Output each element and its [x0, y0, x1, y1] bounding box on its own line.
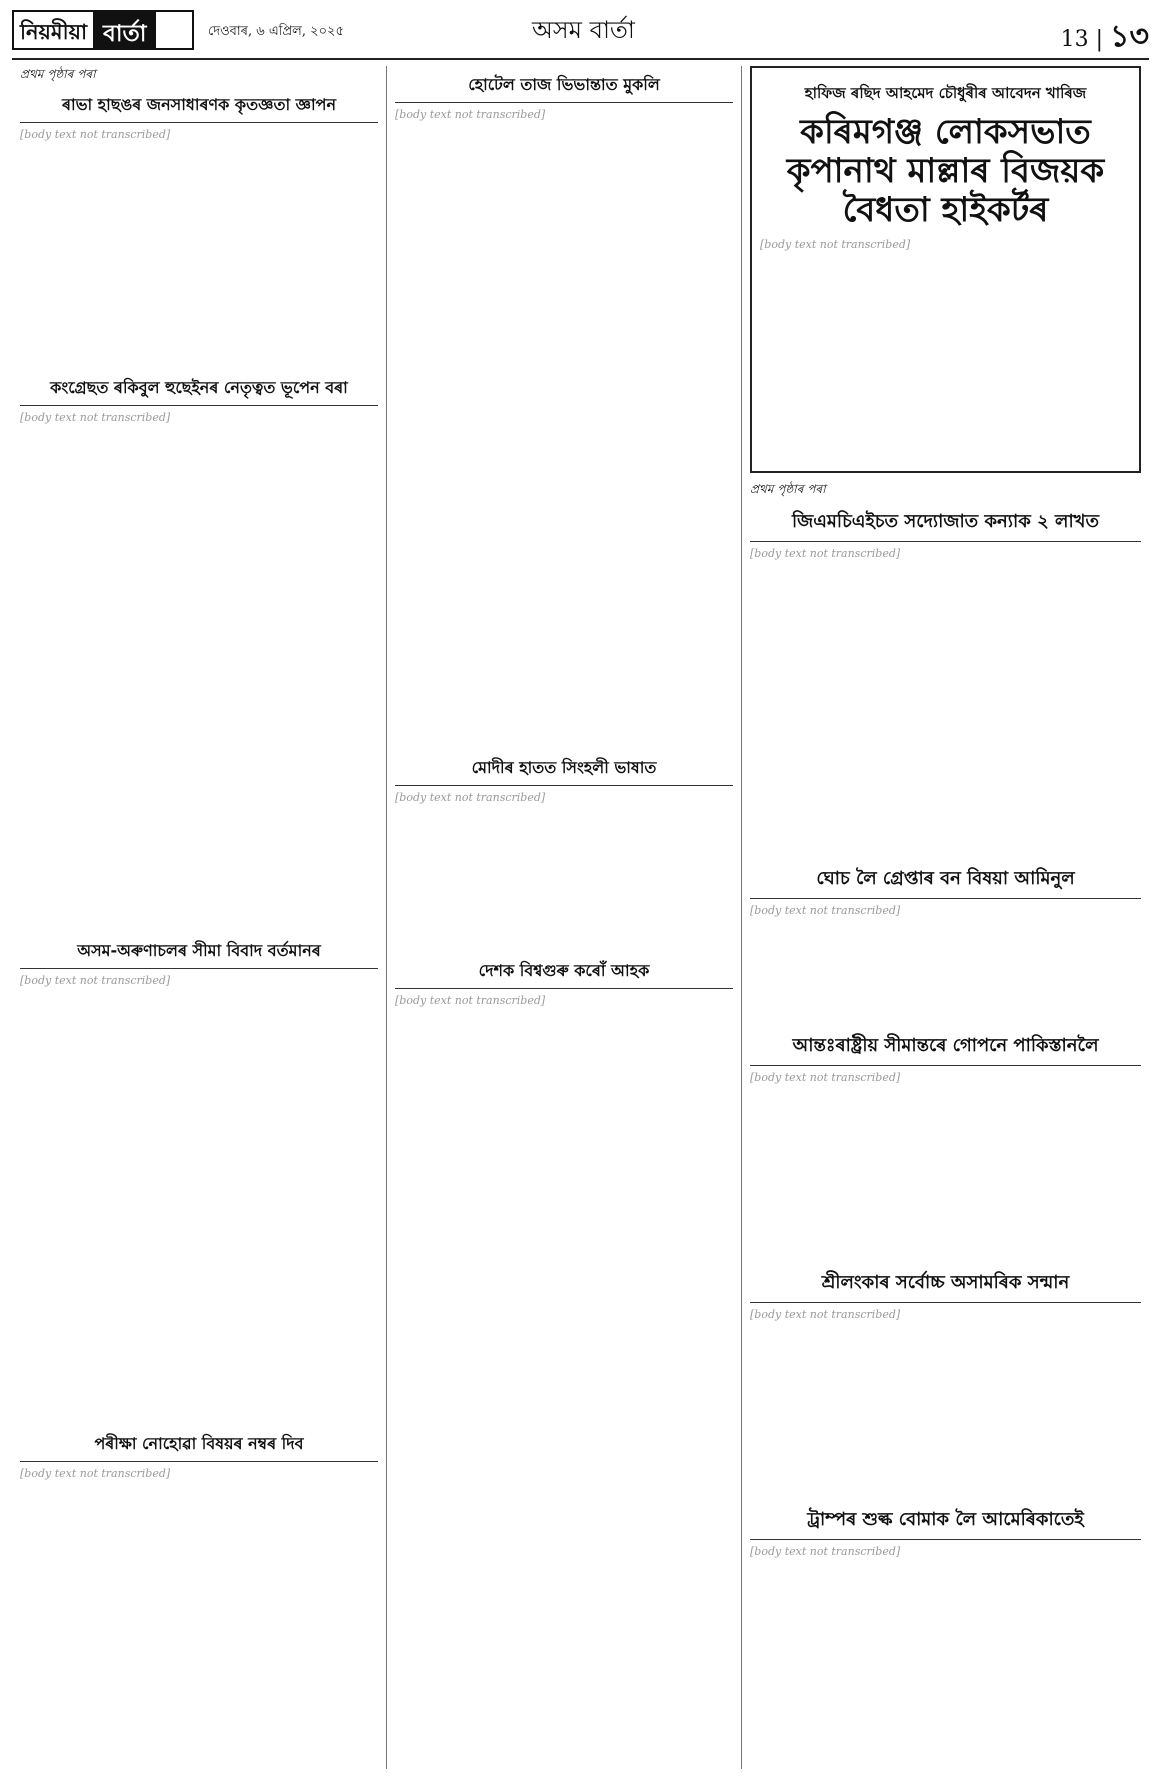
story-body: [body text not transcribed] [395, 108, 546, 121]
column-left [12, 66, 387, 1769]
continued-label: প্ৰথম পৃষ্ঠাৰ পৰা [20, 67, 96, 81]
story-headline: ট্ৰাম্পৰ শুল্ক বোমাক লৈ আমেৰিকাতেই [750, 1505, 1141, 1540]
story-headline: হোটেল তাজ ভিভান্তাত মুকলি [395, 72, 733, 103]
column-middle [387, 66, 742, 1769]
masthead [12, 6, 1149, 60]
story [395, 755, 733, 950]
story [750, 1031, 1141, 1260]
story-headline: শ্ৰীলংকাৰ সৰ্বোচ্চ অসামৰিক সন্মান [750, 1268, 1141, 1303]
story-body: [body text not transcribed] [760, 238, 911, 252]
section-title: অসম বাৰ্তা [532, 16, 635, 44]
story-headline: পৰীক্ষা নোহোৱা বিষয়ৰ নম্বৰ দিব [20, 1431, 378, 1462]
story-body: [body text not transcribed] [750, 1071, 901, 1085]
story-headline: আন্তঃৰাষ্ট্ৰীয় সীমান্তৰে গোপনে পাকিস্তানলৈ [750, 1031, 1141, 1066]
story-body: [body text not transcribed] [20, 974, 171, 987]
story-headline: কংগ্ৰেছত ৰকিবুল হুছেইনৰ নেতৃত্বত ভূপেন বৰা [20, 375, 378, 406]
story [395, 958, 733, 1693]
story-body: [body text not transcribed] [20, 411, 171, 424]
story-headline: অসম-অৰুণাচলৰ সীমা বিবাদ বৰ্তমানৰ [20, 938, 378, 969]
page-number: 13 | ১৩ [1060, 19, 1149, 54]
story-body: [body text not transcribed] [750, 1308, 901, 1322]
story-body: [body text not transcribed] [20, 128, 171, 141]
newspaper-logo: নিয়মীয়া বাৰ্তা [12, 10, 194, 50]
lead-story [750, 66, 1141, 473]
story-headline: জিএমচিএইচত সদ্যোজাত কন্যাক ২ লাখত [750, 507, 1141, 542]
story-body: [body text not transcribed] [20, 1467, 171, 1480]
dateline: দেওবাৰ, ৬ এপ্ৰিল, ২০২৫ [208, 24, 344, 39]
story [750, 507, 1141, 856]
continued-label: প্ৰথম পৃষ্ঠাৰ পৰা [750, 482, 826, 497]
story [750, 1505, 1141, 1694]
story [20, 92, 378, 367]
story-headline: ৰাভা হাছঙৰ জনসাধাৰণক কৃতজ্ঞতা জ্ঞাপন [20, 92, 378, 123]
story [20, 938, 378, 1423]
story-body: [body text not transcribed] [750, 904, 901, 918]
story [20, 375, 378, 930]
story-body: [body text not transcribed] [750, 547, 901, 561]
story-headline: মোদীৰ হাতত সিংহলী ভাষাত [395, 755, 733, 786]
story-body: [body text not transcribed] [750, 1545, 901, 1559]
story [750, 1268, 1141, 1497]
story-headline: দেশক বিশ্বগুৰু কৰোঁ আহক [395, 958, 733, 989]
story [750, 864, 1141, 1023]
story-body: [body text not transcribed] [395, 994, 546, 1007]
lead-story-kicker: হাফিজ ৰছিদ আহমেদ চৌধুৰীৰ আবেদন খাৰিজ [804, 84, 1087, 102]
column-right [742, 66, 1149, 1769]
story [395, 72, 733, 747]
story [20, 1431, 378, 1666]
story-headline: ঘোচ লৈ গ্ৰেপ্তাৰ বন বিষয়া আমিনুল [750, 864, 1141, 899]
lead-story-headline: কৰিমগঞ্জ লোকসভাত কৃপানাথ মাল্লাৰ বিজয়ক বৈধতা হাইকৰ্টৰ [786, 112, 1105, 231]
story-body: [body text not transcribed] [395, 791, 546, 804]
